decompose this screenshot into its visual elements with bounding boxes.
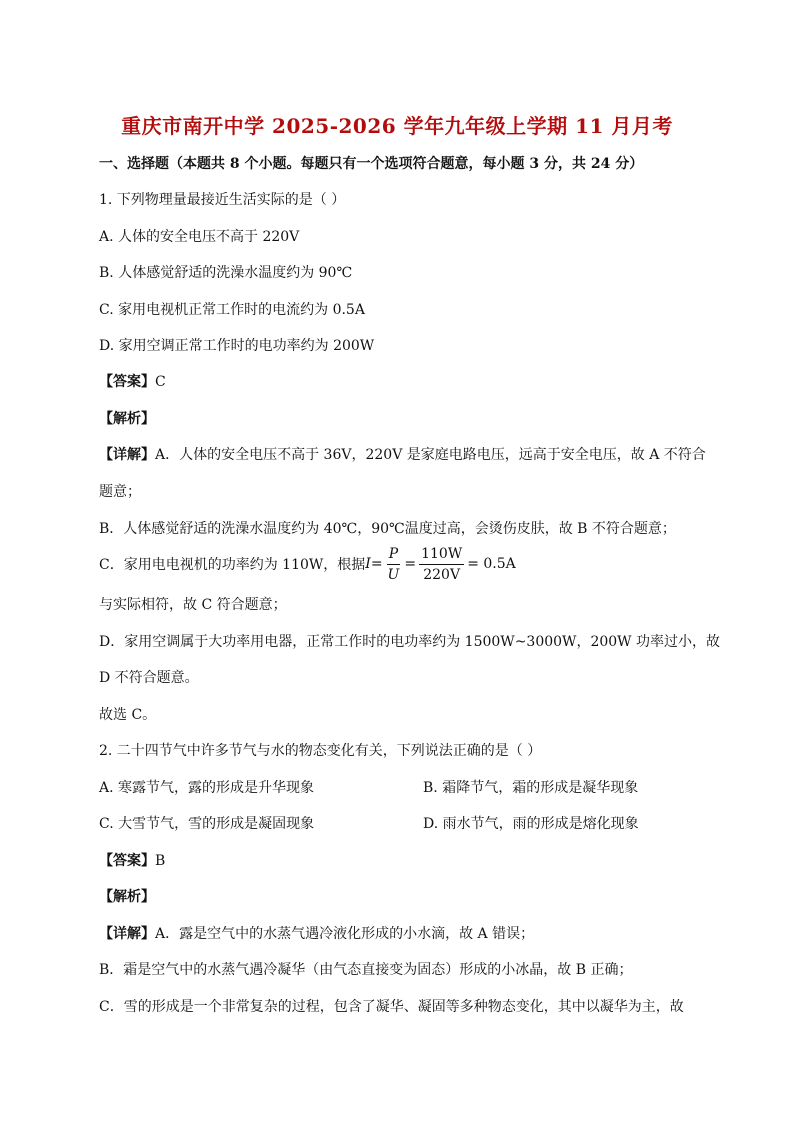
explain-text: A．露是空气中的水蒸气遇冷液化形成的小水滴，故 A 错误； xyxy=(155,926,535,942)
q1-conclusion: 故选 C。 xyxy=(99,707,157,723)
q1-explain-c-formula xyxy=(99,542,516,586)
q1-explain-b: B．人体感觉舒适的洗澡水温度约为 40℃，90℃温度过高，会烫伤皮肤，故 B 不符合题意； xyxy=(99,521,676,537)
detail-tag: 【详解】 xyxy=(99,447,155,463)
q2-option-a: A. 寒露节气，露的形成是升华现象 xyxy=(99,780,315,796)
formula-current-symbol: I xyxy=(365,556,371,572)
answer-value: C xyxy=(155,374,166,390)
q2-option-d: D. 雨水节气，雨的形成是熔化现象 xyxy=(423,816,639,832)
answer-tag: 【答案】 xyxy=(99,853,155,869)
q2-explain-b: B．霜是空气中的水蒸气遇冷凝华（由气态直接变为固态）形成的小冰晶，故 B 正确； xyxy=(99,962,633,978)
q1-answer xyxy=(99,371,166,391)
q2-option-b: B. 霜降节气，霜的形成是凝华现象 xyxy=(423,780,639,796)
q2-analysis-tag: 【解析】 xyxy=(99,889,155,905)
formula-equals: = xyxy=(370,556,383,572)
q1-explain-d-cont: D 不符合题意。 xyxy=(99,670,199,686)
q1-option-a: A. 人体的安全电压不高于 220V xyxy=(99,229,300,245)
formula-result: = 0.5A xyxy=(467,556,516,572)
fraction-p-over-u xyxy=(386,545,402,584)
q1-option-c: C. 家用电视机正常工作时的电流约为 0.5A xyxy=(99,302,365,318)
answer-value: B xyxy=(155,853,166,869)
q2-explain-c: C．雪的形成是一个非常复杂的过程，包含了凝华、凝固等多种物态变化，其中以凝华为主，故 xyxy=(99,999,684,1015)
question-1-stem: 1. 下列物理量最接近生活实际的是（ ） xyxy=(99,192,346,208)
q2-explain-a xyxy=(99,923,534,943)
q1-option-b: B. 人体感觉舒适的洗澡水温度约为 90℃ xyxy=(99,265,353,281)
fraction-denominator: U xyxy=(387,566,400,583)
fraction-numerator: P xyxy=(387,545,400,565)
answer-tag: 【答案】 xyxy=(99,374,155,390)
page-title: 重庆市南开中学 2025-2026 学年九年级上学期 11 月月考 xyxy=(121,114,673,138)
q2-answer xyxy=(99,850,165,870)
fraction-denominator: 220V xyxy=(423,566,461,583)
q1-explain-a xyxy=(99,444,706,464)
q1-explain-d: D．家用空调属于大功率用电器，正常工作时的电功率约为 1500W~3000W，200W 功率过小，故 xyxy=(99,634,721,650)
q1-option-d: D. 家用空调正常工作时的电功率约为 200W xyxy=(99,338,375,354)
explain-text: A．人体的安全电压不高于 36V，220V 是家庭电路电压，远高于安全电压，故 A 不符合 xyxy=(155,447,706,463)
explain-text: C．家用电电视机的功率约为 110W，根据 xyxy=(99,557,366,573)
q2-option-c: C. 大雪节气，雪的形成是凝固现象 xyxy=(99,816,315,832)
section-heading: 一、选择题（本题共 8 个小题。每题只有一个选项符合题意，每小题 3 分，共 24 分） xyxy=(99,156,644,172)
q1-explain-a-cont: 题意； xyxy=(99,484,141,500)
question-2-stem: 2. 二十四节气中许多节气与水的物态变化有关，下列说法正确的是（ ） xyxy=(99,743,542,759)
fraction-values xyxy=(419,545,464,584)
q1-analysis-tag: 【解析】 xyxy=(99,411,155,427)
detail-tag: 【详解】 xyxy=(99,926,155,942)
formula-equals: = xyxy=(404,556,417,572)
fraction-numerator: 110W xyxy=(419,545,464,565)
q1-explain-c-cont: 与实际相符，故 C 符合题意； xyxy=(99,597,287,613)
